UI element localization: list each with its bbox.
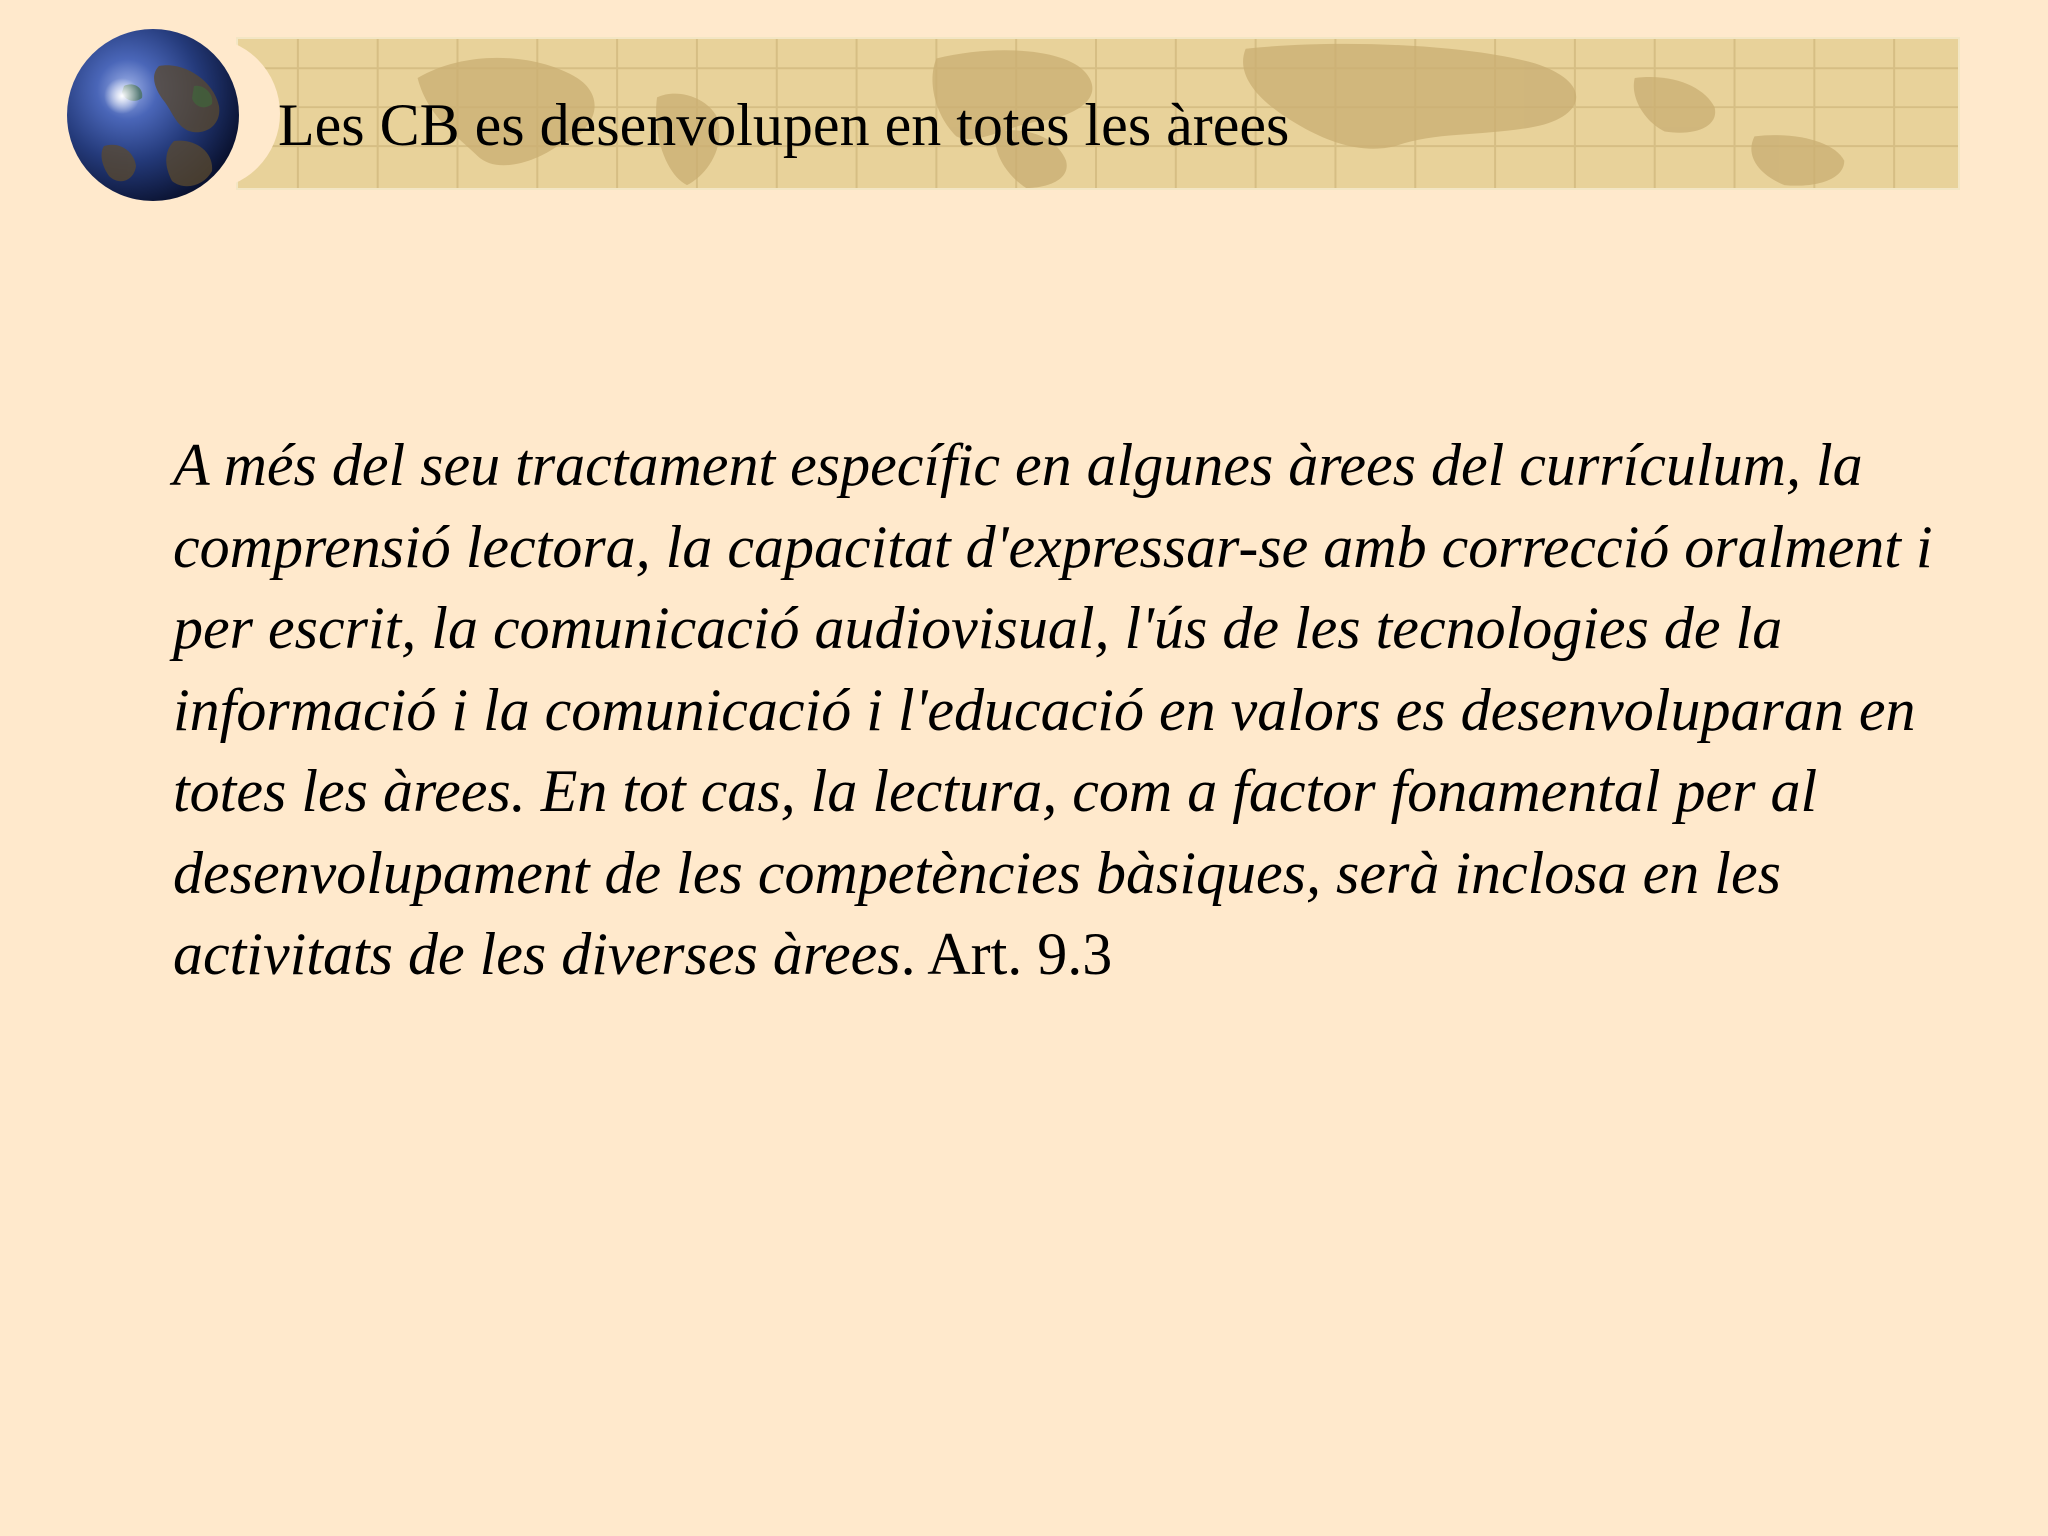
- globe-icon: [64, 26, 242, 204]
- slide-title: Les CB es desenvolupen en totes les àrees: [278, 92, 1290, 158]
- body-paragraph: [173, 425, 1933, 996]
- body-quote: A més del seu tractament específic en algunes àrees del currículum, la comprensió lectora, la capacitat d'expressar-se amb correcció oralment i per escrit, la comunicació audiovisual, l'ús de les tecnologies de la informació i la comunicació i l'educació en valors es desenvoluparan en totes les àrees. En tot cas, la lectura, com a factor fonamental per al desenvolupament de les competències bàsiques, serà inclosa en les activitats de les diverses àrees: [173, 432, 1933, 987]
- article-reference: . Art. 9.3: [900, 921, 1113, 987]
